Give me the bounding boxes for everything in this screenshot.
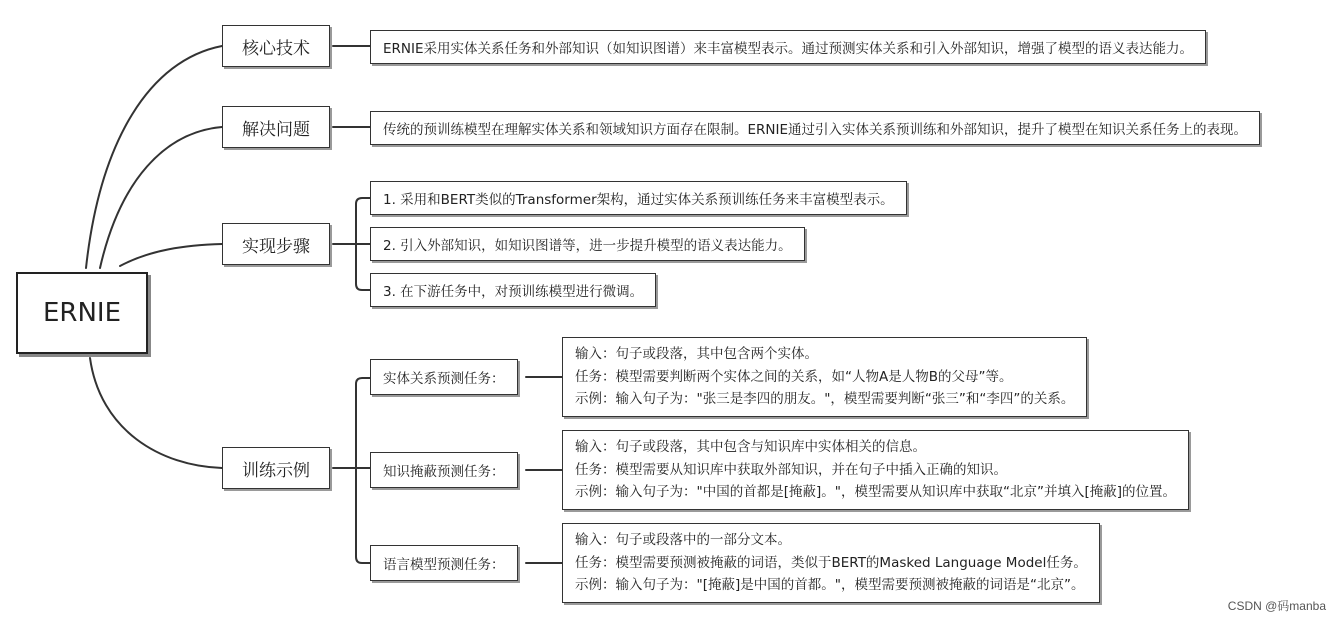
task-language-model-details xyxy=(562,523,1100,603)
detail-input: 输入：句子或段落，其中包含与知识库中实体相关的信息。 xyxy=(575,439,926,455)
task-knowledge-masking-details xyxy=(562,430,1189,510)
leaf-text: 2. 引入外部知识，如知识图谱等，进一步提升模型的语义表达能力。 xyxy=(383,238,792,254)
connector-root-steps xyxy=(120,244,222,266)
task-label: 语言模型预测任务： xyxy=(383,557,505,573)
connector-root-core xyxy=(86,46,222,268)
task-entity-relation-details xyxy=(562,337,1087,417)
step-1 xyxy=(370,181,907,215)
leaf-text: 1. 采用和BERT类似的Transformer架构，通过实体关系预训练任务来丰富模型表示。 xyxy=(383,192,894,208)
task-language-model xyxy=(370,545,518,581)
task-knowledge-masking xyxy=(370,452,518,488)
detail-task: 任务：模型需要预测被掩蔽的词语，类似于BERT的Masked Language Model任务。 xyxy=(575,554,1087,571)
connector-root-training xyxy=(90,358,222,468)
branch-label: 解决问题 xyxy=(242,119,310,140)
watermark: CSDN @码manba xyxy=(1227,599,1326,613)
root-node xyxy=(16,272,148,354)
branch-label: 实现步骤 xyxy=(242,236,310,257)
detail-example: 示例：输入句子为："[掩蔽]是中国的首都。"，模型需要预测被掩蔽的词语是“北京”。 xyxy=(575,577,1085,593)
branch-label: 训练示例 xyxy=(242,460,310,481)
problem-solved-description xyxy=(370,111,1260,145)
branch-label: 核心技术 xyxy=(242,38,310,59)
branch-implementation-steps xyxy=(222,223,330,265)
task-label: 实体关系预测任务： xyxy=(383,371,505,387)
step-3 xyxy=(370,273,656,307)
detail-example: 示例：输入句子为："中国的首都是[掩蔽]。"，模型需要从知识库中获取“北京”并填入[掩蔽]的位置。 xyxy=(575,484,1176,500)
task-entity-relation xyxy=(370,359,518,395)
leaf-text: ERNIE采用实体关系任务和外部知识（如知识图谱）来丰富模型表示。通过预测实体关系和引入外部知识，增强了模型的语义表达能力。 xyxy=(383,41,1194,57)
core-technology-description xyxy=(370,30,1206,64)
branch-problem-solved xyxy=(222,106,330,148)
connector-steps-bracket xyxy=(333,198,370,290)
root-label: ERNIE xyxy=(42,298,122,328)
detail-example: 示例：输入句子为："张三是李四的朋友。"，模型需要判断“张三”和“李四”的关系。 xyxy=(575,391,1075,407)
leaf-text: 传统的预训练模型在理解实体关系和领域知识方面存在限制。ERNIE通过引入实体关系预训练和外部知识，提升了模型在知识关系任务上的表现。 xyxy=(383,122,1248,138)
leaf-text: 3. 在下游任务中，对预训练模型进行微调。 xyxy=(383,284,644,300)
detail-task: 任务：模型需要判断两个实体之间的关系，如“人物A是人物B的父母”等。 xyxy=(575,368,1013,385)
branch-core-technology xyxy=(222,25,330,67)
step-2 xyxy=(370,227,805,261)
detail-task: 任务：模型需要从知识库中获取外部知识，并在句子中插入正确的知识。 xyxy=(575,461,1007,478)
detail-input: 输入：句子或段落，其中包含两个实体。 xyxy=(575,346,818,362)
branch-training-examples xyxy=(222,447,330,489)
task-label: 知识掩蔽预测任务： xyxy=(383,464,505,480)
connector-root-problem xyxy=(100,127,222,268)
connector-training-bracket xyxy=(333,378,370,563)
detail-input: 输入：句子或段落中的一部分文本。 xyxy=(575,532,791,548)
